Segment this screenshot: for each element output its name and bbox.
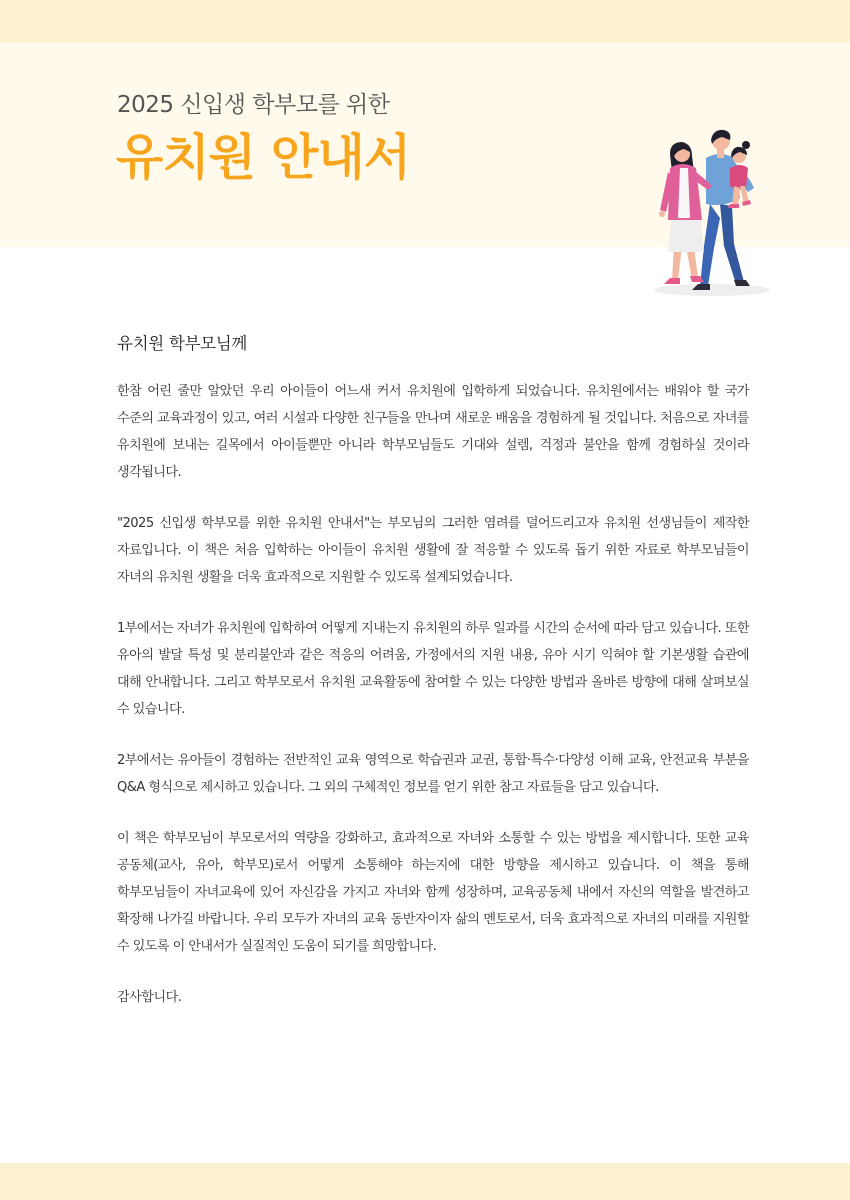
letter-body bbox=[117, 378, 749, 984]
page-subtitle: 2025 신입생 학부모를 위한 bbox=[117, 92, 390, 118]
paragraph: 2부에서는 유아들이 경험하는 전반적인 교육 영역으로 학습권과 교권, 통합·특수·다양성 이해 교육, 안전교육 부분을 Q&A 형식으로 제시하고 있습니다. 그 외의 구체적인 정보를 얻기 위한 참고 자료들을 담고 있습니다. bbox=[117, 753, 749, 795]
greeting: 유치원 학부모님께 bbox=[117, 334, 248, 353]
paragraph: 이 책은 학부모님이 부모로서의 역량을 강화하고, 효과적으로 자녀와 소통할 수 있는 방법을 제시합니다. 또한 교육 공동체(교사, 유아, 학부모)로서 어떻게 소통해야 하는지에 대한 방향을 제시하고 있습니다. 이 책을 통해 학부모님들이 자녀교육에 있어 자신감을 가지고 자녀와 함께 성장하며, 교육공동체 내에서 자신의 역할을 발견하고 확장해 나가길 바랍니다. 우리 모두가 자녀의 교육 동반자이자 삶의 멘토로서, 더욱 효과적으로 자녀의 미래를 지원할 수 있도록 이 안내서가 실질적인 도움이 되기를 희망합니다. bbox=[117, 831, 749, 954]
family-walking-illustration bbox=[640, 128, 770, 300]
page-title: 유치원 안내서 bbox=[116, 129, 411, 186]
bottom-band bbox=[0, 1163, 850, 1200]
paragraph: 1부에서는 자녀가 유치원에 입학하여 어떻게 지내는지 유치원의 하루 일과를 시간의 순서에 따라 담고 있습니다. 또한 유아의 발달 특성 및 분리불안과 같은 적응의 어려움, 가정에서의 지원 내용, 유아 시기 익혀야 할 기본생활 습관에 대해 안내합니다. 그리고 학부모로서 유치원 교육활동에 참여할 수 있는 다양한 방법과 올바른 방향에 대해 살펴보실 수 있습니다. bbox=[117, 621, 749, 717]
top-band bbox=[0, 0, 850, 42]
paragraph: 한참 어린 줄만 알았던 우리 아이들이 어느새 커서 유치원에 입학하게 되었습니다. 유치원에서는 배워야 할 국가 수준의 교육과정이 있고, 여러 시설과 다양한 친구들을 만나며 새로운 배움을 경험하게 될 것입니다. 처음으로 자녀를 유치원에 보내는 길목에서 아이들뿐만 아니라 학부모님들도 기대와 설렘, 걱정과 불안을 함께 경험하실 것이라 생각됩니다. bbox=[117, 384, 749, 480]
closing-text: 감사합니다. bbox=[117, 990, 182, 1005]
paragraph: "2025 신입생 학부모를 위한 유치원 안내서"는 부모님의 그러한 염려를 덜어드리고자 유치원 선생님들이 제작한 자료입니다. 이 책은 처음 입학하는 아이들이 유치원 생활에 잘 적응할 수 있도록 돕기 위한 자료로 학부모님들이 자녀의 유치원 생활을 더욱 효과적으로 지원할 수 있도록 설계되었습니다. bbox=[117, 516, 749, 585]
